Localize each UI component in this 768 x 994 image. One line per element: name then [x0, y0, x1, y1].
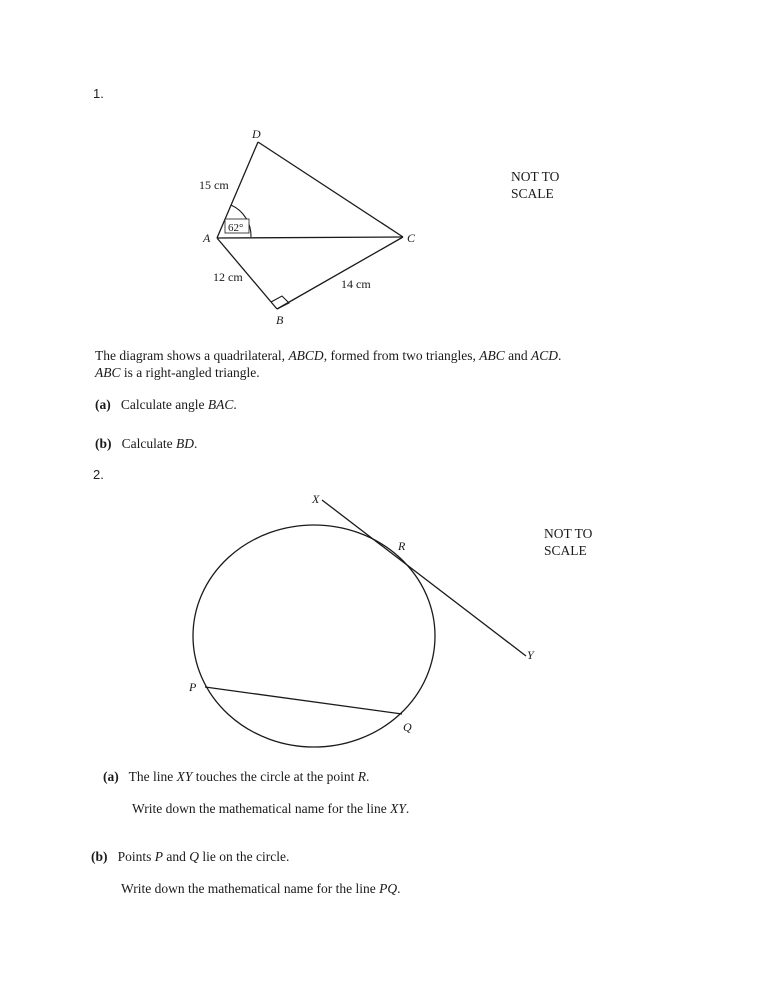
- edge-BC: [277, 237, 403, 309]
- q2-part-b-instruction: [121, 880, 400, 897]
- point-label-X: X: [312, 492, 320, 506]
- part-var: PQ: [379, 881, 398, 896]
- intro-text: , formed from two triangles,: [323, 348, 480, 363]
- point-label-Y: Y: [527, 648, 534, 662]
- angle-label: 62°: [228, 222, 244, 234]
- circle-tangent-diagram: [0, 480, 768, 760]
- part-text: touches the circle at the point: [192, 769, 358, 784]
- q2-part-a: [103, 768, 369, 785]
- vertex-label-A: A: [203, 231, 211, 245]
- edge-AC: [217, 237, 403, 238]
- point-label-R: R: [398, 539, 406, 553]
- part-text: and: [163, 849, 190, 864]
- part-text: Write down the mathematical name for the line: [132, 801, 391, 816]
- intro-var: ABCD: [288, 348, 324, 363]
- not-to-scale-line-2: SCALE: [544, 543, 587, 558]
- part-text: Points: [117, 849, 155, 864]
- not-to-scale-note-2: [544, 525, 592, 559]
- question-number-1: 1.: [93, 86, 104, 101]
- part-label: (b): [95, 436, 112, 451]
- point-label-P: P: [189, 680, 197, 694]
- part-text: .: [405, 801, 410, 816]
- edge-DC: [258, 142, 403, 237]
- part-var: Q: [189, 849, 200, 864]
- not-to-scale-note-1: [511, 168, 559, 202]
- part-text: Calculate: [121, 436, 176, 451]
- intro-var: ABC: [95, 365, 121, 380]
- part-text: .: [365, 769, 370, 784]
- part-text: .: [193, 436, 198, 451]
- not-to-scale-line-1: NOT TO: [544, 526, 593, 541]
- q1-part-b: [95, 435, 197, 452]
- q2-part-a-instruction: [132, 800, 409, 817]
- intro-text: The diagram shows a quadrilateral,: [95, 348, 289, 363]
- q2-part-b: [91, 848, 289, 865]
- quadrilateral-diagram: [0, 0, 768, 340]
- q1-part-a: [95, 396, 237, 413]
- vertex-label-B: B: [276, 313, 284, 327]
- part-text: .: [397, 881, 401, 896]
- intro-text: .: [558, 348, 562, 363]
- vertex-label-D: D: [252, 127, 261, 141]
- part-var: XY: [390, 801, 406, 816]
- part-text: .: [233, 397, 237, 412]
- intro-text: and: [504, 348, 532, 363]
- intro-var: ACD: [531, 348, 559, 363]
- intro-text: is a right-angled triangle.: [120, 365, 260, 380]
- intro-var: ABC: [479, 348, 505, 363]
- question-number-2: 2.: [93, 467, 104, 482]
- part-text: Calculate angle: [120, 397, 208, 412]
- chord-PQ: [205, 687, 402, 714]
- part-var: BD: [175, 436, 194, 451]
- q1-intro-line-2: [95, 364, 260, 381]
- part-var: BAC: [207, 397, 234, 412]
- part-label: (a): [103, 769, 119, 784]
- not-to-scale-line-1: NOT TO: [511, 169, 560, 184]
- part-var: P: [154, 849, 164, 864]
- not-to-scale-line-2: SCALE: [511, 186, 554, 201]
- part-text: Write down the mathematical name for the line: [121, 881, 380, 896]
- point-label-Q: Q: [403, 720, 412, 734]
- part-label: (b): [91, 849, 108, 864]
- vertex-label-C: C: [407, 231, 416, 245]
- part-text: The line: [128, 769, 177, 784]
- part-var: R: [357, 769, 366, 784]
- part-label: (a): [95, 397, 111, 412]
- part-var: XY: [176, 769, 193, 784]
- length-label-BC: 14 cm: [341, 277, 371, 291]
- right-angle-marker: [271, 296, 289, 309]
- q1-intro-line-1: [95, 347, 561, 364]
- length-label-AD: 15 cm: [199, 178, 229, 192]
- part-text: lie on the circle.: [199, 849, 290, 864]
- length-label-AB: 12 cm: [213, 270, 243, 284]
- tangent-line-XY: [322, 500, 526, 656]
